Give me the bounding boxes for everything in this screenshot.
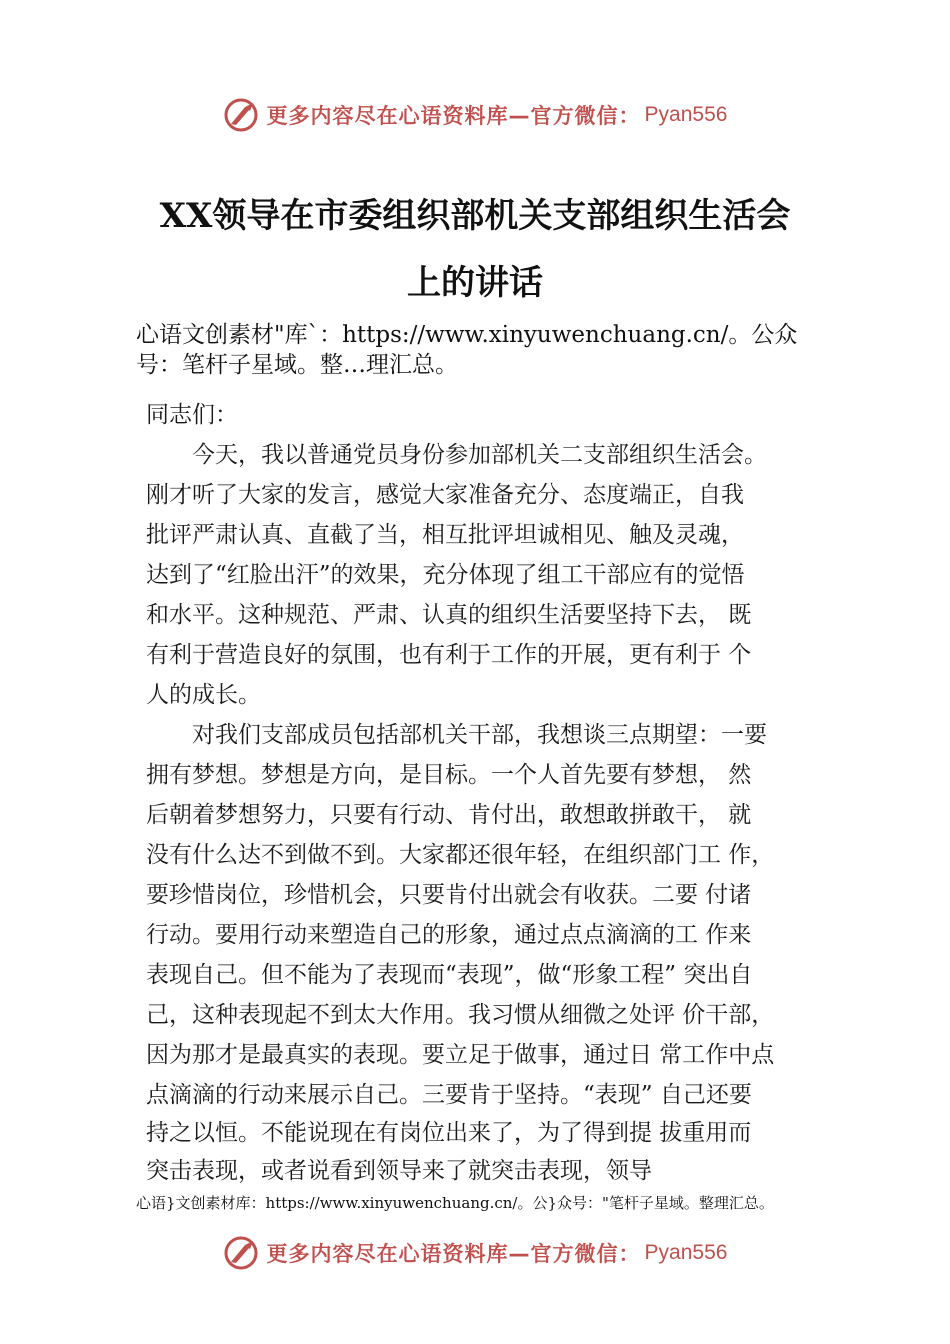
- footer-banner: [0, 1233, 950, 1273]
- body-line: 要珍惜岗位，珍惜机会，只要肯付出就会有收获。二要 付诸: [146, 882, 752, 908]
- body-line: 表现自己。但不能为了表现而“表现”，做“形象工程” 突出自: [146, 962, 753, 988]
- banner-text: 更多内容尽在心语资料库—官方微信：: [266, 104, 641, 128]
- quill-logo-icon: [223, 1235, 259, 1271]
- greeting: 同志们：: [146, 402, 238, 428]
- body-line: 持之以恒。不能说现在有岗位出来了，为了得到提 拔重用而: [146, 1120, 752, 1146]
- body-line: 己，这种表现起不到太大作用。我习惯从细微之处评 价干部，: [146, 1002, 775, 1028]
- body-line: 对我们支部成员包括部机关干部，我想谈三点期望：一要: [146, 722, 767, 748]
- body-line: 和水平。这种规范、严肃、认真的组织生活要坚持下去， 既: [146, 602, 752, 628]
- footer-source-note: 心语}文创素材库：https://www.xinyuwenchuang.cn/。公}众号："笔杆子星域。整理汇总。: [136, 1194, 774, 1212]
- quill-logo-icon: [223, 97, 259, 133]
- body-line: 突击表现，或者说看到领导来了就突击表现，领导: [146, 1158, 652, 1184]
- body-line: 点滴滴的行动来展示自己。三要肯于坚持。“表现” 自己还要: [146, 1082, 752, 1108]
- banner-text: 更多内容尽在心语资料库—官方微信：: [266, 1242, 641, 1266]
- body-line: 没有什么达不到做不到。大家都还很年轻，在组织部门工 作，: [146, 842, 775, 868]
- source-note-line-2: 号：笔杆子星域。整…理汇总。: [136, 352, 458, 378]
- body-line: 达到了“红脸出汗”的效果，充分体现了组工干部应有的觉悟: [146, 562, 745, 588]
- body-line: 行动。要用行动来塑造自己的形象，通过点点滴滴的工 作来: [146, 922, 752, 948]
- body-line: 批评严肃认真、直截了当，相互批评坦诚相见、触及灵魂，: [146, 522, 744, 548]
- body-line: 有利于营造良好的氛围，也有利于工作的开展，更有利于 个: [146, 642, 752, 668]
- page-title-line-1: XX领导在市委组织部机关支部组织生活会: [159, 196, 791, 236]
- body-line: 拥有梦想。梦想是方向，是目标。一个人首先要有梦想， 然: [146, 762, 752, 788]
- body-line: 因为那才是最真实的表现。要立足于做事，通过日 常工作中点: [146, 1042, 775, 1068]
- body-line: 后朝着梦想努力，只要有行动、肯付出，敢想敢拼敢干， 就: [146, 802, 752, 828]
- body-line: 刚才听了大家的发言，感觉大家准备充分、态度端正，自我: [146, 482, 744, 508]
- banner-wechat-id: Pyan556: [644, 103, 728, 126]
- source-note-line-1: 心语文创素材"库`：https://www.xinyuwenchuang.cn/。公众: [136, 322, 798, 348]
- header-banner: [0, 95, 950, 135]
- body-line: 人的成长。: [146, 682, 261, 708]
- banner-wechat-id: Pyan556: [644, 1241, 728, 1264]
- page-title-line-2: 上的讲话: [407, 263, 543, 303]
- body-line: 今天，我以普通党员身份参加部机关二支部组织生活会。: [146, 442, 767, 468]
